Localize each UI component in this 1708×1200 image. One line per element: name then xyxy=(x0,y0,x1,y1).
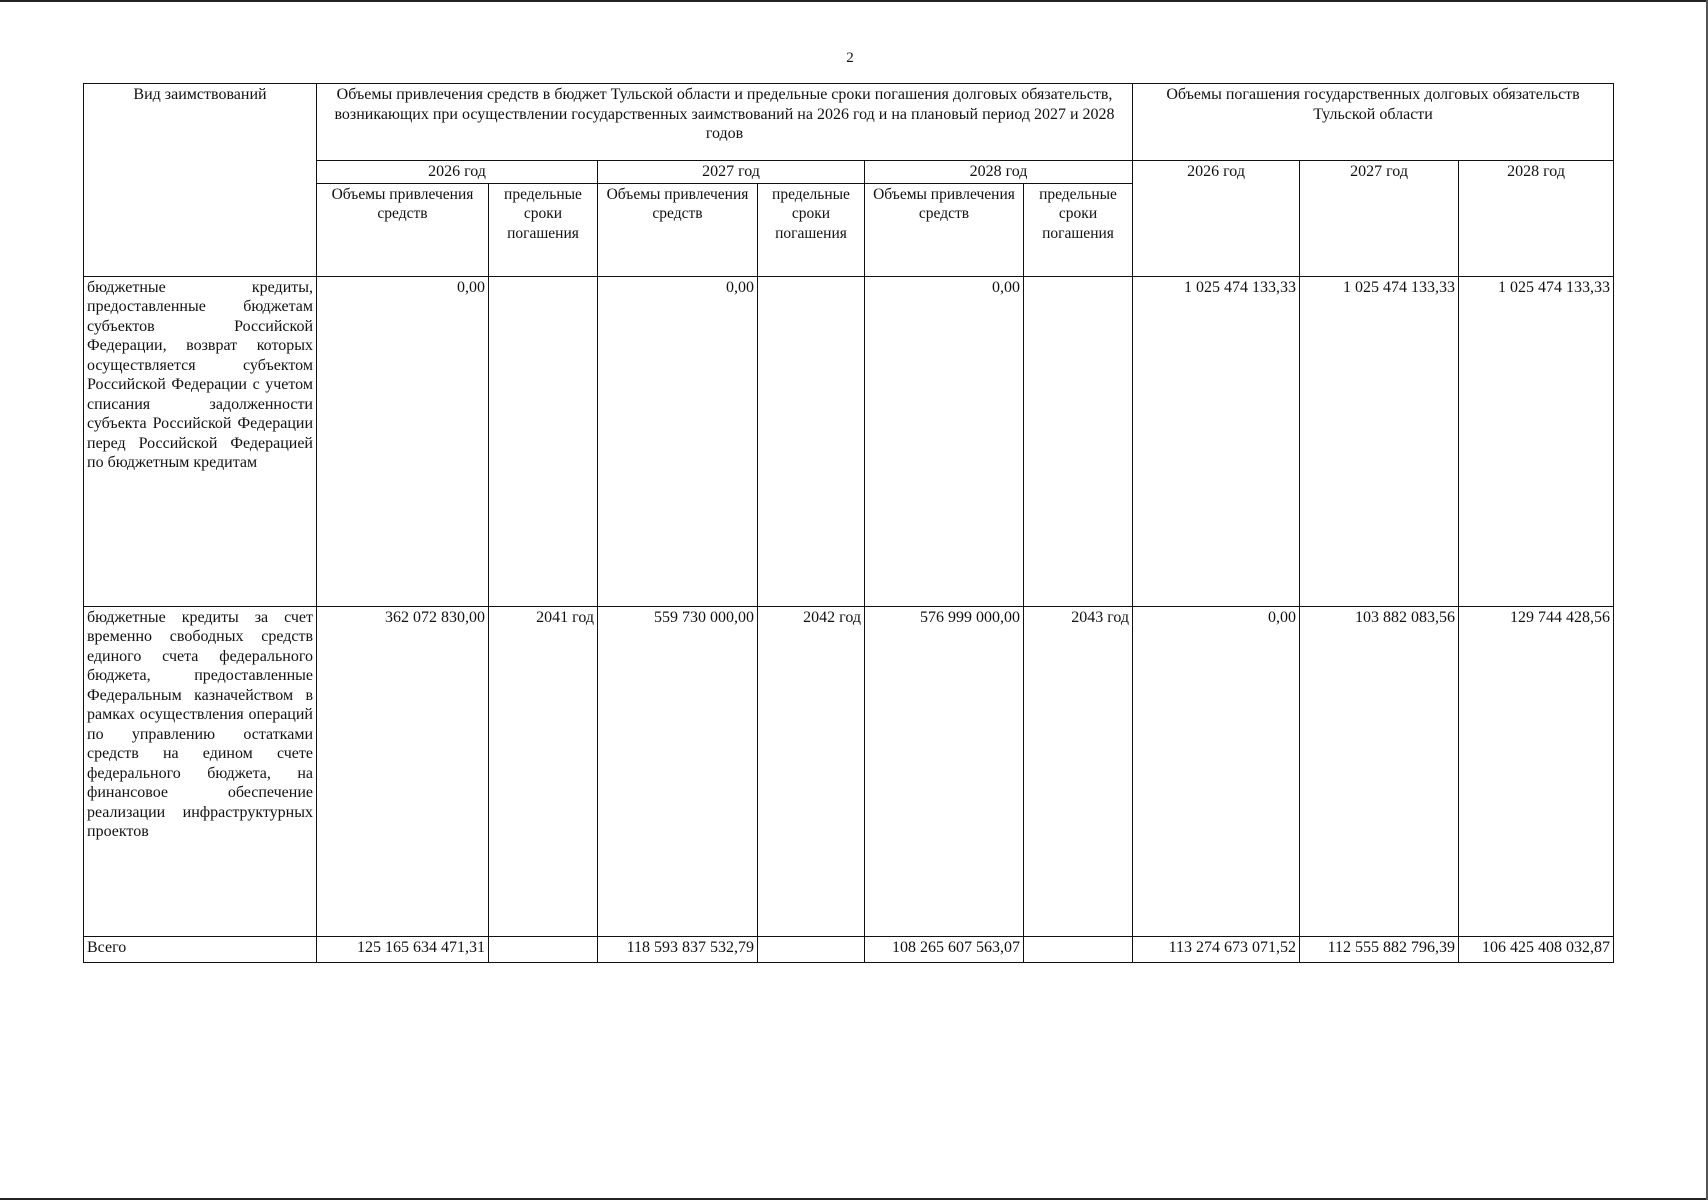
cell-repayment-2028: 106 425 408 032,87 xyxy=(1459,936,1614,962)
row-label-total: Всего xyxy=(84,936,317,962)
subheader-terms-2027: предельные сроки погашения xyxy=(758,183,865,276)
cell-terms-2028 xyxy=(1024,936,1133,962)
cell-repayment-2026: 0,00 xyxy=(1133,606,1300,936)
header-borrowing-type: Вид заимствований xyxy=(84,84,317,277)
cell-terms-2026 xyxy=(489,936,598,962)
cell-volume-2026: 362 072 830,00 xyxy=(317,606,489,936)
table-row-total xyxy=(84,936,1614,962)
cell-repayment-2026: 113 274 673 071,52 xyxy=(1133,936,1300,962)
subheader-volume-2028: Объемы привлечения средств xyxy=(865,183,1024,276)
subheader-terms-2026: предельные сроки погашения xyxy=(489,183,598,276)
row-label: бюджетные кредиты за счет временно свободных средств единого счета федерального бюджета, предоставленные Федеральным казначейством в рамках осуществления операций по управлению остатками средств на едином счете федерального бюджета, на финансовое обеспечение реализации инфраструктурных проектов xyxy=(84,606,317,936)
cell-volume-2028: 108 265 607 563,07 xyxy=(865,936,1024,962)
cell-volume-2028: 576 999 000,00 xyxy=(865,606,1024,936)
header-year-2028: 2028 год xyxy=(865,161,1133,184)
header-repayment-2026: 2026 год xyxy=(1133,161,1300,277)
cell-repayment-2026: 1 025 474 133,33 xyxy=(1133,276,1300,606)
cell-volume-2027: 118 593 837 532,79 xyxy=(598,936,758,962)
table-row xyxy=(84,276,1614,606)
row-label: бюджетные кредиты, предоставленные бюджетам субъектов Российской Федерации, возврат которых осуществляется субъектом Российской Федерации с учетом списания задолженности субъекта Российской Федерации перед Российской Федерацией по бюджетным кредитам xyxy=(84,276,317,606)
cell-terms-2026: 2041 год xyxy=(489,606,598,936)
cell-volume-2028: 0,00 xyxy=(865,276,1024,606)
cell-terms-2027 xyxy=(758,936,865,962)
cell-volume-2027: 559 730 000,00 xyxy=(598,606,758,936)
header-repayment-2027: 2027 год xyxy=(1300,161,1459,277)
cell-volume-2026: 0,00 xyxy=(317,276,489,606)
cell-repayment-2028: 129 744 428,56 xyxy=(1459,606,1614,936)
cell-terms-2028: 2043 год xyxy=(1024,606,1133,936)
header-repayment-group: Объемы погашения государственных долговых обязательств Тульской области xyxy=(1133,84,1614,161)
cell-repayment-2027: 112 555 882 796,39 xyxy=(1300,936,1459,962)
cell-terms-2027 xyxy=(758,276,865,606)
cell-volume-2026: 125 165 634 471,31 xyxy=(317,936,489,962)
scan-border-top xyxy=(0,0,1708,2)
header-year-2026: 2026 год xyxy=(317,161,598,184)
cell-terms-2026 xyxy=(489,276,598,606)
subheader-volume-2027: Объемы привлечения средств xyxy=(598,183,758,276)
subheader-terms-2028: предельные сроки погашения xyxy=(1024,183,1133,276)
cell-volume-2027: 0,00 xyxy=(598,276,758,606)
cell-repayment-2027: 1 025 474 133,33 xyxy=(1300,276,1459,606)
cell-repayment-2027: 103 882 083,56 xyxy=(1300,606,1459,936)
borrowing-table xyxy=(83,83,1614,963)
cell-terms-2027: 2042 год xyxy=(758,606,865,936)
table-row xyxy=(84,606,1614,936)
cell-terms-2028 xyxy=(1024,276,1133,606)
cell-repayment-2028: 1 025 474 133,33 xyxy=(1459,276,1614,606)
header-attraction-group: Объемы привлечения средств в бюджет Тульской области и предельные сроки погашения долговых обязательств, возникающих при осуществлении государственных заимствований на 2026 год и на плановый период 2027 и 2028 годов xyxy=(317,84,1133,161)
subheader-volume-2026: Объемы привлечения средств xyxy=(317,183,489,276)
header-year-2027: 2027 год xyxy=(598,161,865,184)
header-repayment-2028: 2028 год xyxy=(1459,161,1614,277)
page-number: 2 xyxy=(846,50,854,66)
